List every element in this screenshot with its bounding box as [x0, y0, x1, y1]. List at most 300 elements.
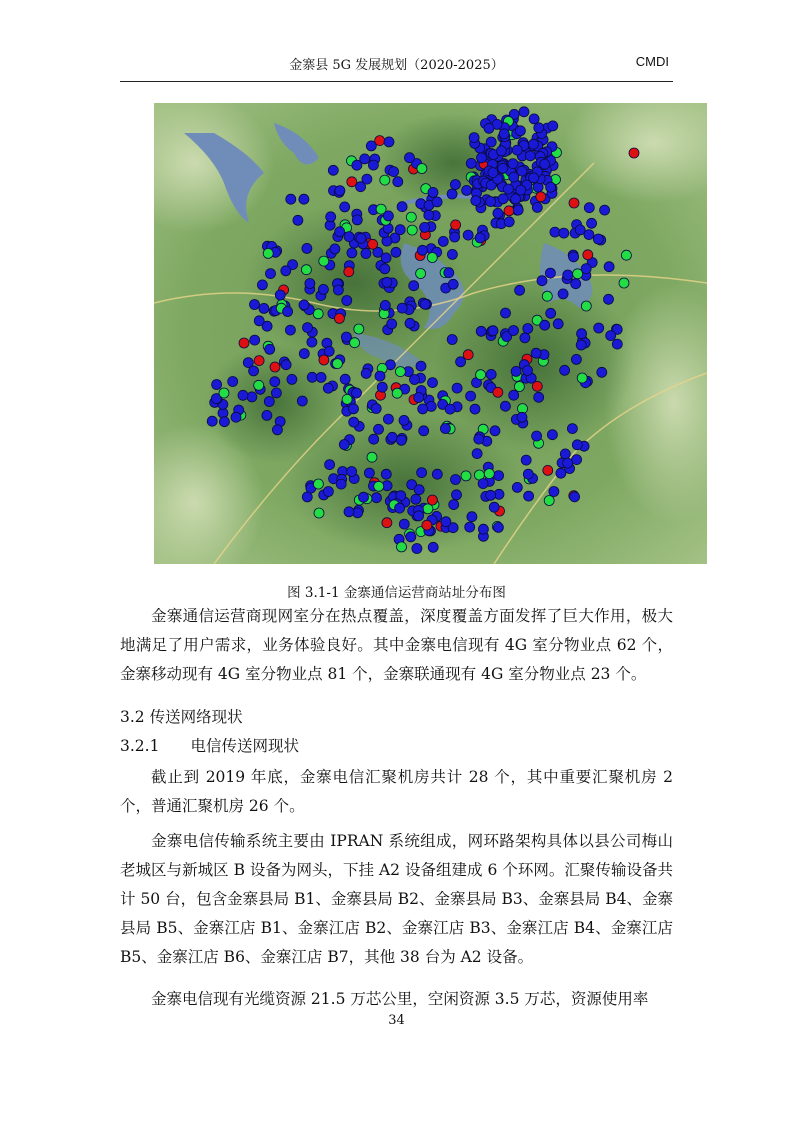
site-marker-blue: [470, 404, 480, 414]
site-marker-blue: [377, 382, 387, 392]
site-marker-blue: [374, 424, 384, 434]
site-marker-blue: [523, 366, 533, 376]
site-marker-blue: [340, 374, 350, 384]
site-marker-green: [581, 301, 591, 311]
site-marker-blue: [405, 153, 415, 163]
site-marker-blue: [493, 208, 503, 218]
site-marker-blue: [330, 244, 340, 254]
site-marker-green: [417, 164, 427, 174]
site-marker-green: [263, 248, 273, 258]
site-marker-red: [368, 239, 378, 249]
site-marker-blue: [509, 172, 519, 182]
site-marker-blue: [307, 372, 317, 382]
site-marker-red: [254, 356, 264, 366]
site-marker-blue: [558, 289, 568, 299]
site-marker-blue: [540, 320, 550, 330]
site-marker-blue: [571, 279, 581, 289]
site-marker-blue: [444, 268, 454, 278]
site-marker-blue: [563, 270, 573, 280]
site-marker-blue: [299, 194, 309, 204]
site-marker-blue: [604, 262, 614, 272]
site-marker-blue: [516, 185, 526, 195]
site-marker-blue: [511, 194, 521, 204]
body-section-1: [120, 602, 673, 689]
site-marker-blue: [488, 326, 498, 336]
site-marker-green: [427, 253, 437, 263]
site-marker-green: [342, 394, 352, 404]
header-title: 金寨县 5G 发展规划（2020-2025）: [289, 58, 504, 73]
site-marker-blue: [484, 123, 494, 133]
site-marker-blue: [271, 388, 281, 398]
site-marker-blue: [584, 203, 594, 213]
site-marker-blue: [559, 228, 569, 238]
site-marker-blue: [486, 490, 496, 500]
site-marker-red: [629, 148, 639, 158]
site-marker-blue: [452, 383, 462, 393]
site-marker-blue: [575, 225, 585, 235]
site-marker-blue: [477, 153, 487, 163]
site-marker-blue: [489, 502, 499, 512]
header-org: CMDI: [635, 54, 669, 69]
site-marker-blue: [546, 308, 556, 318]
site-marker-red: [543, 465, 553, 475]
site-marker-red: [569, 198, 579, 208]
site-marker-blue: [364, 468, 374, 478]
site-marker-blue: [594, 323, 604, 333]
site-marker-blue: [581, 264, 591, 274]
site-marker-blue: [462, 185, 472, 195]
page-number: 34: [388, 1013, 405, 1028]
site-marker-red: [319, 355, 329, 365]
site-marker-blue: [600, 205, 610, 215]
site-marker-blue: [606, 331, 616, 341]
site-marker-blue: [405, 318, 415, 328]
site-marker-green: [514, 382, 524, 392]
site-marker-green: [397, 542, 407, 552]
site-marker-blue: [249, 366, 259, 376]
site-marker-blue: [528, 139, 538, 149]
site-marker-blue: [452, 490, 462, 500]
site-marker-red: [583, 250, 593, 260]
site-marker-green: [313, 309, 323, 319]
site-marker-blue: [523, 324, 533, 334]
site-marker-red: [382, 518, 392, 528]
site-marker-blue: [387, 432, 397, 442]
header-rule: [120, 81, 673, 82]
site-marker-blue: [515, 285, 525, 295]
site-marker-blue: [399, 415, 409, 425]
site-marker-blue: [570, 492, 580, 502]
body-section-2: [120, 763, 673, 821]
site-marker-blue: [391, 247, 401, 257]
site-marker-blue: [347, 248, 357, 258]
site-marker-blue: [303, 323, 313, 333]
site-marker-blue: [414, 485, 424, 495]
site-marker-blue: [523, 469, 533, 479]
site-marker-red: [347, 177, 357, 187]
site-marker-red: [493, 387, 503, 397]
site-marker-blue: [316, 372, 326, 382]
site-marker-blue: [339, 440, 349, 450]
site-marker-blue: [475, 233, 485, 243]
site-marker-blue: [521, 455, 531, 465]
site-marker-blue: [281, 266, 291, 276]
site-marker-blue: [612, 339, 622, 349]
site-marker-green: [395, 367, 405, 377]
site-marker-green: [476, 370, 486, 380]
site-marker-blue: [504, 217, 514, 227]
site-marker-blue: [540, 159, 550, 169]
site-marker-blue: [471, 196, 481, 206]
site-marker-blue: [361, 368, 371, 378]
site-marker-blue: [323, 487, 333, 497]
site-marker-blue: [231, 412, 241, 422]
site-marker-blue: [547, 430, 557, 440]
site-marker-blue: [293, 215, 303, 225]
site-marker-blue: [340, 202, 350, 212]
site-marker-blue: [534, 123, 544, 133]
site-marker-green: [350, 338, 360, 348]
figure-caption: 图 3.1-1 金寨通信运营商站址分布图: [287, 585, 506, 601]
body-section-3: [120, 827, 673, 972]
paragraph-transmission-system: 金寨电信传输系统主要由 IPRAN 系统组成，网环路架构具体以县公司梅山老城区与新城区 B 设备为网头，下挂 A2 设备组建成 6 个环网。汇聚传输设备共计 50 台，包含金寨县局 B1、金寨县局 B2、金寨县局 B3、金寨县局 B4、金寨县局 B5、金寨江店 B1、金寨江店 B2、金寨江店 B3、金寨江店 B4、金寨江店 B5、金寨江店 B6、金寨江店 B7，其他 38 台为 A2 设备。: [120, 832, 673, 966]
site-marker-blue: [397, 303, 407, 313]
site-marker-red: [536, 192, 546, 202]
site-marker-blue: [456, 357, 466, 367]
site-marker-blue: [265, 344, 275, 354]
site-marker-blue: [432, 197, 442, 207]
site-marker-blue: [463, 230, 473, 240]
site-marker-blue: [476, 326, 486, 336]
site-marker-blue: [593, 234, 603, 244]
site-marker-blue: [517, 412, 527, 422]
site-marker-blue: [478, 479, 488, 489]
site-marker-blue: [418, 404, 428, 414]
site-marker-green: [406, 212, 416, 222]
site-marker-blue: [529, 114, 539, 124]
site-marker-blue: [417, 245, 427, 255]
site-marker-green: [484, 469, 494, 479]
site-marker-blue: [375, 371, 385, 381]
site-marker-blue: [548, 121, 558, 131]
site-marker-blue: [499, 129, 509, 139]
site-marker-blue: [307, 337, 317, 347]
site-marker-green: [319, 256, 329, 266]
site-marker-blue: [597, 367, 607, 377]
site-marker-blue: [335, 227, 345, 237]
site-marker-blue: [257, 280, 267, 290]
site-marker-red: [422, 520, 432, 530]
site-marker-blue: [383, 211, 393, 221]
site-marker-blue: [560, 449, 570, 459]
site-marker-blue: [371, 404, 381, 414]
site-marker-blue: [250, 335, 260, 345]
site-marker-blue: [297, 396, 307, 406]
site-marker-green: [354, 324, 364, 334]
page-header: [120, 52, 673, 76]
site-marker-green: [254, 380, 264, 390]
site-marker-blue: [529, 173, 539, 183]
site-marker-blue: [302, 492, 312, 502]
site-marker-blue: [360, 154, 370, 164]
site-marker-blue: [250, 300, 260, 310]
site-marker-blue: [486, 197, 496, 207]
site-marker-blue: [387, 319, 397, 329]
site-marker-blue: [450, 232, 460, 242]
site-marker-blue: [478, 524, 488, 534]
site-marker-blue: [448, 279, 458, 289]
site-marker-blue: [275, 290, 285, 300]
site-marker-blue: [571, 354, 581, 364]
site-marker-blue: [349, 417, 359, 427]
site-marker-blue: [451, 475, 461, 485]
site-marker-blue: [511, 366, 521, 376]
site-marker-blue: [567, 424, 577, 434]
site-marker-blue: [432, 469, 442, 479]
site-marker-green: [407, 225, 417, 235]
site-marker-blue: [384, 137, 394, 147]
site-marker-green: [313, 479, 323, 489]
site-marker-blue: [397, 202, 407, 212]
site-marker-blue: [228, 377, 238, 387]
site-marker-blue: [342, 296, 352, 306]
site-marker-blue: [410, 375, 420, 385]
site-marker-blue: [299, 300, 309, 310]
site-marker-blue: [488, 168, 498, 178]
site-marker-green: [542, 291, 552, 301]
site-marker-blue: [447, 189, 457, 199]
site-marker-blue: [359, 492, 369, 502]
site-marker-blue: [212, 380, 222, 390]
site-marker-blue: [572, 440, 582, 450]
site-marker-blue: [383, 414, 393, 424]
site-marker-blue: [524, 491, 534, 501]
site-marker-blue: [419, 426, 429, 436]
site-marker-blue: [496, 146, 506, 156]
site-marker-blue: [283, 307, 293, 317]
site-marker-blue: [498, 194, 508, 204]
site-marker-blue: [532, 202, 542, 212]
site-marker-blue: [440, 424, 450, 434]
site-marker-blue: [560, 365, 570, 375]
site-marker-blue: [344, 507, 354, 517]
site-marker-blue: [238, 390, 248, 400]
site-marker-blue: [545, 268, 555, 278]
site-marker-blue: [333, 285, 343, 295]
site-marker-blue: [305, 279, 315, 289]
site-marker-blue: [556, 468, 566, 478]
site-marker-blue: [486, 369, 496, 379]
site-marker-green: [380, 175, 390, 185]
site-marker-blue: [285, 325, 295, 335]
site-marker-blue: [531, 348, 541, 358]
site-marker-blue: [449, 500, 459, 510]
site-marker-blue: [503, 184, 513, 194]
site-marker-blue: [438, 236, 448, 246]
site-marker-blue: [467, 512, 477, 522]
site-marker-blue: [299, 349, 309, 359]
site-marker-blue: [519, 107, 529, 117]
paragraph-indoor-coverage: 金寨通信运营商现网室分在热点覆盖，深度覆盖方面发挥了巨大作用，极大地满足了用户需求，业务体验良好。其中金寨电信现有 4G 室分物业点 62 个，金寨移动现有 4G 室分物业点 81 个，金寨联通现有 4G 室分物业点 23 个。: [120, 607, 673, 683]
site-marker-blue: [406, 532, 416, 542]
site-marker-blue: [534, 392, 544, 402]
site-marker-blue: [447, 335, 457, 345]
site-marker-blue: [262, 410, 272, 420]
site-marker-blue: [395, 503, 405, 513]
site-marker-blue: [219, 417, 229, 427]
site-marker-blue: [509, 390, 519, 400]
site-marker-blue: [472, 449, 482, 459]
site-marker-green: [314, 508, 324, 518]
site-marker-green: [619, 278, 629, 288]
site-marker-blue: [604, 294, 614, 304]
site-marker-blue: [382, 277, 392, 287]
site-marker-blue: [549, 487, 559, 497]
site-marker-red: [451, 220, 461, 230]
site-marker-red: [504, 206, 514, 216]
site-marker-green: [392, 388, 402, 398]
site-marker-blue: [512, 482, 522, 492]
site-marker-blue: [414, 511, 424, 521]
site-marker-blue: [381, 253, 391, 263]
site-marker-blue: [587, 218, 597, 228]
site-marker-blue: [550, 227, 560, 237]
site-marker-blue: [266, 269, 276, 279]
site-marker-blue: [508, 159, 518, 169]
site-marker-green: [544, 496, 554, 506]
site-marker-blue: [270, 377, 280, 387]
site-marker-blue: [569, 252, 579, 262]
site-marker-blue: [515, 126, 525, 136]
heading-3-2-1: [120, 732, 673, 761]
site-marker-blue: [247, 392, 257, 402]
body-section-4: [120, 985, 673, 1014]
site-marker-blue: [254, 316, 264, 326]
site-marker-blue: [287, 374, 297, 384]
site-marker-blue: [412, 544, 422, 554]
site-marker-blue: [509, 326, 519, 336]
site-marker-blue: [326, 212, 336, 222]
site-marker-green: [301, 265, 311, 275]
site-marker-blue: [409, 281, 419, 291]
section-heading: 3.2 传送网络现状: [120, 708, 243, 726]
site-marker-blue: [465, 522, 475, 532]
site-marker-blue: [500, 401, 510, 411]
site-marker-blue: [577, 329, 587, 339]
site-marker-blue: [393, 177, 403, 187]
site-marker-red: [334, 313, 344, 323]
site-marker-blue: [513, 205, 523, 215]
heading-3-2: [120, 703, 673, 732]
site-marker-green: [461, 471, 471, 481]
site-marker-blue: [347, 467, 357, 477]
site-marker-blue: [441, 517, 451, 527]
paragraph-fiber-resources: 金寨电信现有光缆资源 21.5 万芯公里，空闲资源 3.5 万芯，资源使用率: [151, 990, 649, 1008]
site-marker-blue: [450, 180, 460, 190]
site-marker-blue: [428, 378, 438, 388]
site-marker-blue: [335, 186, 345, 196]
site-marker-blue: [428, 542, 438, 552]
site-marker-blue: [537, 276, 547, 286]
site-marker-blue: [546, 182, 556, 192]
site-marker-blue: [553, 319, 563, 329]
site-marker-red: [239, 338, 249, 348]
site-marker-blue: [474, 434, 484, 444]
site-marker-blue: [381, 469, 391, 479]
site-marker-blue: [281, 360, 291, 370]
site-marker-blue: [416, 361, 426, 371]
site-marker-blue: [352, 388, 362, 398]
site-marker-blue: [380, 264, 390, 274]
site-marker-blue: [259, 303, 269, 313]
site-marker-blue: [324, 346, 334, 356]
site-marker-blue: [445, 404, 455, 414]
site-marker-blue: [344, 232, 354, 242]
site-marker-blue: [396, 435, 406, 445]
site-marker-blue: [328, 165, 338, 175]
site-marker-blue: [349, 404, 359, 414]
site-marker-blue: [352, 215, 362, 225]
site-marker-blue: [498, 163, 508, 173]
site-marker-blue: [286, 194, 296, 204]
site-marker-blue: [486, 137, 496, 147]
map-graphic: [154, 103, 707, 564]
site-marker-green: [621, 250, 631, 260]
site-marker-blue: [411, 494, 421, 504]
site-marker-red: [344, 267, 354, 277]
subsection-heading: 3.2.1 电信传送网现状: [120, 737, 299, 755]
site-marker-green: [577, 373, 587, 383]
site-marker-blue: [466, 391, 476, 401]
site-marker-blue: [414, 393, 424, 403]
site-marker-blue: [369, 434, 379, 444]
site-marker-blue: [494, 471, 504, 481]
site-marker-blue: [207, 416, 217, 426]
site-marker-blue: [501, 308, 511, 318]
site-marker-blue: [424, 210, 434, 220]
site-marker-blue: [420, 222, 430, 232]
site-marker-green: [416, 269, 426, 279]
site-marker-green: [367, 452, 377, 462]
site-marker-blue: [493, 522, 503, 532]
site-marker-blue: [368, 160, 378, 170]
site-marker-blue: [417, 468, 427, 478]
site-marker-blue: [366, 141, 376, 151]
site-marker-red: [427, 495, 437, 505]
site-marker-blue: [372, 493, 382, 503]
site-marker-blue: [399, 519, 409, 529]
site-marker-blue: [490, 426, 500, 436]
site-marker-blue: [362, 174, 372, 184]
site-marker-blue: [336, 479, 346, 489]
site-marker-blue: [447, 249, 457, 259]
site-marker-blue: [532, 431, 542, 441]
site-marker-green: [374, 481, 384, 491]
site-marker-blue: [356, 233, 366, 243]
site-marker-red: [463, 350, 473, 360]
site-marker-blue: [420, 299, 430, 309]
site-marker-blue: [469, 133, 479, 143]
site-marker-blue: [428, 187, 438, 197]
site-marker-blue: [520, 333, 530, 343]
site-marker-blue: [380, 300, 390, 310]
site-marker-blue: [389, 167, 399, 177]
paragraph-aggregation-rooms: 截止到 2019 年底，金寨电信汇聚机房共计 28 个，其中重要汇聚机房 2 个，普通汇聚机房 26 个。: [120, 768, 673, 815]
site-marker-blue: [361, 249, 371, 259]
site-marker-blue: [466, 158, 476, 168]
site-marker-blue: [302, 243, 312, 253]
site-marker-blue: [323, 383, 333, 393]
